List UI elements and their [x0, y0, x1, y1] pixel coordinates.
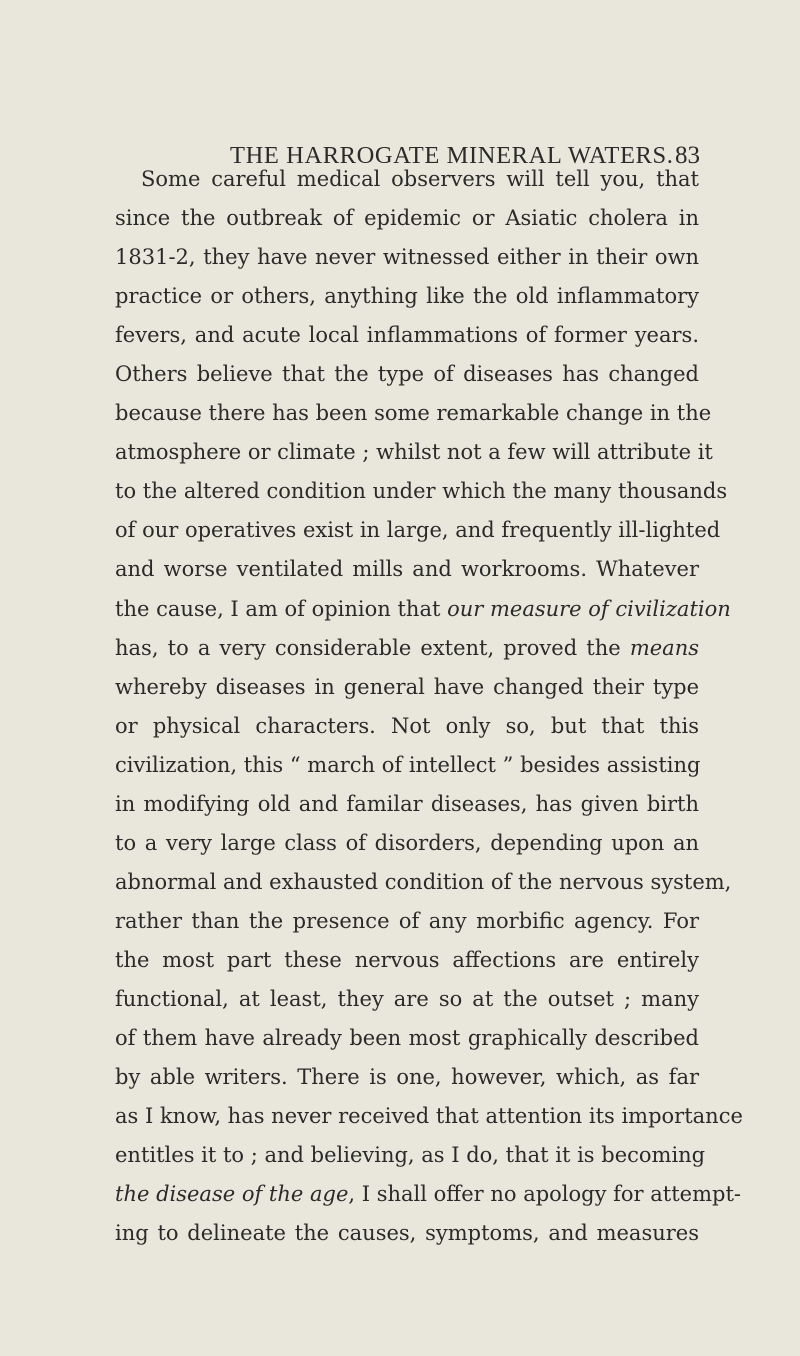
text-line — [115, 277, 699, 316]
text-segment: fevers, and acute local inflammations of former years. — [115, 323, 699, 348]
text-segment: entitles it to ; and believing, as I do, that it is becoming — [115, 1143, 706, 1168]
text-line — [115, 238, 699, 277]
text-segment: abnormal and exhausted condition of the nervous system, — [115, 869, 732, 894]
text-segment: Some careful medical observers will tell you, that — [141, 167, 699, 191]
text-segment: civilization, this “ march of intellect ” besides assisting — [115, 752, 701, 777]
text-line — [115, 316, 699, 355]
italic-phrase: our measure of civilization — [447, 596, 731, 621]
text-line — [115, 1214, 699, 1253]
text-segment: by able writers. There is one, however, which, as far — [115, 1065, 699, 1090]
text-segment: of our operatives exist in large, and frequently ill-lighted — [115, 518, 721, 543]
running-title: THE HARROGATE MINERAL WATERS. — [230, 142, 674, 169]
text-line — [115, 433, 713, 472]
text-segment: as I know, has never received that attention its importance — [115, 1104, 743, 1129]
text-line — [115, 550, 699, 589]
italic-phrase: the disease of the age — [115, 1182, 349, 1207]
text-segment: the cause, I am of opinion that — [115, 596, 448, 621]
text-line — [115, 1175, 741, 1214]
text-segment: since the outbreak of epidemic or Asiatic cholera in — [115, 206, 699, 231]
text-segment: rather than the presence of any morbific agency. For — [115, 908, 699, 933]
text-segment: atmosphere or climate ; whilst not a few will attribute it — [115, 440, 713, 465]
text-segment: the most part these nervous affections are entirely — [115, 947, 699, 972]
text-segment: to the altered condition under which the many thousands — [115, 479, 728, 504]
text-segment: whereby diseases in general have changed their type — [115, 674, 699, 699]
text-line — [115, 590, 731, 629]
text-line — [115, 668, 699, 707]
text-segment: ing to delineate the causes, symptoms, and measures — [115, 1221, 699, 1246]
text-line — [115, 902, 699, 941]
text-segment: , I shall offer no apology for attempt- — [348, 1182, 741, 1207]
text-line — [115, 863, 732, 902]
text-line — [115, 785, 699, 824]
text-segment: functional, at least, they are so at the outset ; many — [115, 986, 699, 1011]
text-line — [115, 980, 699, 1019]
text-line — [115, 472, 728, 511]
text-line — [115, 355, 699, 394]
text-segment: practice or others, anything like the old inflammatory — [115, 284, 699, 309]
text-segment: to a very large class of disorders, depending upon an — [115, 830, 699, 855]
body-paragraph — [115, 160, 743, 1253]
text-line — [115, 1019, 699, 1058]
text-segment: in modifying old and familar diseases, has given birth — [115, 791, 699, 816]
text-line — [115, 824, 699, 863]
page-number: 83 — [675, 142, 700, 169]
text-line — [115, 199, 699, 238]
text-segment: and worse ventilated mills and workrooms. Whatever — [115, 557, 699, 582]
text-line — [115, 1097, 743, 1136]
text-segment: has, to a very considerable extent, proved the — [115, 635, 630, 660]
text-segment: Others believe that the type of diseases has changed — [115, 362, 699, 387]
text-line — [115, 941, 699, 980]
text-line — [115, 746, 699, 785]
text-line — [115, 1058, 699, 1097]
text-segment: of them have already been most graphically described — [115, 1026, 699, 1051]
text-line — [115, 707, 699, 746]
text-line — [115, 1136, 706, 1175]
text-line — [115, 629, 699, 668]
text-line — [115, 511, 721, 550]
italic-phrase: means — [629, 635, 699, 660]
text-segment: 1831-2, they have never witnessed either in their own — [115, 245, 699, 270]
text-line — [115, 160, 699, 199]
text-segment: because there has been some remarkable change in the — [115, 401, 712, 426]
text-line — [115, 394, 712, 433]
text-segment: or physical characters. Not only so, but that this — [115, 713, 699, 738]
